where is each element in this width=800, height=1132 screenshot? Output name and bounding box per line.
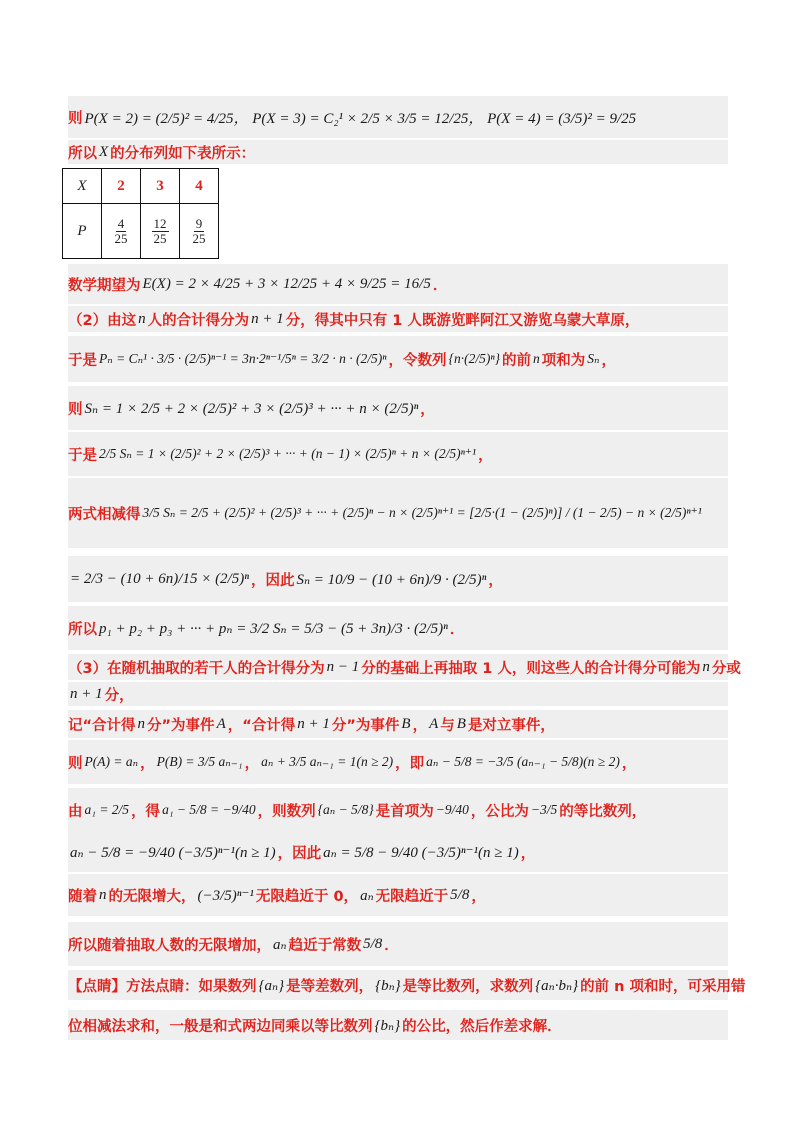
text: 数学期望为 [68, 277, 141, 294]
formula: aₙ [360, 887, 374, 904]
text: 是等比数列，求数列 [402, 978, 534, 995]
table-cell: X [63, 169, 102, 204]
text: ， [478, 447, 493, 464]
table-cell: 2 [102, 169, 141, 204]
table-cell: P [63, 204, 102, 259]
text: ． [384, 937, 399, 954]
formula: n [99, 886, 107, 903]
text: 分或 [711, 660, 741, 677]
text: （2）由这 [68, 312, 137, 329]
text: ，“合计得 [227, 717, 296, 734]
table-row [63, 169, 219, 204]
line-pn-formula [68, 336, 728, 382]
text: ，则数列 [257, 803, 316, 820]
line-limit [68, 874, 728, 916]
text: 分， [104, 687, 134, 704]
text: （3）在随机抽取的若干人的合计得分为 [68, 660, 325, 677]
line-recurrence [68, 740, 728, 784]
line-distribution-intro [68, 140, 728, 164]
formula: A [216, 715, 226, 732]
formula: (−3/5)ⁿ⁻¹ [197, 887, 254, 904]
table-cell [102, 204, 141, 259]
text: 的无限增大， [108, 888, 196, 905]
distribution-table [62, 168, 219, 259]
text: 与 [440, 717, 455, 734]
formula: a₁ − 5/8 = −9/40 [162, 802, 256, 817]
line-an-formula [68, 832, 728, 872]
table-cell: 3 [141, 169, 180, 204]
text: ， [140, 755, 155, 772]
formula: aₙ + 3/5 aₙ₋₁ = 1(n ≥ 2) [261, 754, 394, 769]
line-sn-sum [68, 386, 728, 430]
text: 是首项为 [375, 803, 434, 820]
line-part2-intro [68, 306, 728, 332]
formula: P(B) = 3/5 aₙ₋₁ [156, 754, 243, 769]
formula: B [401, 715, 411, 732]
formula: aₙ [273, 936, 287, 953]
fraction-numerator: 9 [195, 215, 203, 231]
formula: n + 1 [70, 685, 103, 702]
formula: {bₙ} [375, 977, 401, 994]
formula: n [138, 310, 146, 327]
text: 人的合计得分为 [147, 312, 250, 329]
formula: B [456, 715, 466, 732]
formula: n [532, 351, 540, 366]
formula: Sₙ [587, 351, 600, 366]
formula: aₙ − 5/8 = −9/40 (−3/5)ⁿ⁻¹(n ≥ 1) [70, 844, 276, 861]
line-part3-cont [68, 682, 728, 706]
text: 所以 [68, 145, 97, 162]
text: ，令数列 [388, 352, 447, 369]
formula: −9/40 [435, 802, 469, 817]
formula: 2/5 Sₙ = 1 × (2/5)² + 2 × (2/5)³ + ··· + (n − 1) × (2/5)ⁿ + n × (2/5)ⁿ⁺¹ [99, 446, 477, 461]
line-geometric [68, 788, 728, 832]
fraction-denominator: 25 [114, 231, 128, 246]
line-prob-values [68, 96, 728, 138]
text: ， [420, 401, 435, 418]
formula: n [137, 715, 146, 732]
formula: Sₙ = 10/9 − (10 + 6n)/9 · (2/5)ⁿ [296, 571, 487, 588]
text: ． [432, 277, 448, 294]
line-tip [68, 970, 746, 1000]
text: 所以随着抽取人数的无限增加， [68, 937, 271, 954]
formula: aₙ = 5/8 − 9/40 (−3/5)ⁿ⁻¹(n ≥ 1) [323, 844, 519, 861]
text: 是对立事件， [467, 717, 555, 734]
text: 则 [68, 110, 83, 127]
text: 由 [68, 803, 83, 820]
fraction-numerator: 4 [117, 215, 125, 231]
text: 项和为 [541, 352, 586, 369]
fraction-denominator: 25 [153, 231, 167, 246]
formula: Pₙ = Cₙ¹ · 3/5 · (2/5)ⁿ⁻¹ = 3n·2ⁿ⁻¹/5ⁿ = 3/2 · n · (2/5)ⁿ [99, 351, 387, 366]
formula: p₁ + p₂ + p₃ + ··· + pₙ = 3/2 Sₙ = 5/3 − (5 + 3n)/3 · (2/5)ⁿ [99, 620, 448, 637]
text: 于是 [68, 447, 97, 464]
formula: {bₙ} [374, 1017, 401, 1034]
text: ，公比为 [470, 803, 529, 820]
formula: E(X) = 2 × 4/25 + 3 × 12/25 + 4 × 9/25 = 16/5 [142, 275, 431, 292]
table-cell [141, 204, 180, 259]
fraction-numerator: 12 [153, 215, 167, 231]
text: ， [244, 755, 260, 772]
text: 两式相减得 [68, 506, 141, 523]
line-conclusion [68, 922, 728, 966]
line-p-sum [68, 606, 728, 650]
text: 记“合计得 [68, 717, 136, 734]
text: 分的基础上再抽取 1 人，则这些人的合计得分可能为 [361, 660, 701, 677]
formula: a₁ = 2/5 [84, 802, 130, 817]
formula: A [429, 715, 439, 732]
line-events [68, 710, 728, 738]
text: 所以 [68, 621, 97, 638]
text: 的前 n 项和时，可采用错 [580, 978, 746, 995]
line-scaled-sum [68, 432, 728, 476]
formula: = 2/3 − (10 + 6n)/15 × (2/5)ⁿ [70, 570, 249, 587]
text: 随着 [68, 888, 97, 905]
text: ，得 [131, 803, 161, 820]
formula: aₙ − 5/8 = −3/5 (aₙ₋₁ − 5/8)(n ≥ 2) [426, 754, 620, 769]
table-cell [180, 204, 219, 259]
formula: n + 1 [297, 715, 330, 732]
text: 则 [68, 401, 83, 418]
formula: 5/8 [363, 935, 383, 952]
text: ， [601, 352, 616, 369]
text: ，因此 [250, 572, 295, 589]
text: 【点睛】方法点睛：如果数列 [68, 978, 257, 995]
line-sn-result [68, 556, 728, 602]
text: ， [488, 572, 503, 589]
table-row [63, 204, 219, 259]
text: 趋近于常数 [288, 937, 362, 954]
formula: −3/5 [530, 802, 558, 817]
text: ，因此 [277, 845, 322, 862]
formula: n − 1 [326, 658, 360, 675]
text: 位相减法求和，一般是和式两边同乘以等比数列 [68, 1018, 373, 1035]
line-subtraction [68, 478, 728, 548]
text: 分，得其中只有 1 人既游览畔阿江又游览乌蒙大草原， [285, 312, 640, 329]
text: 于是 [68, 352, 97, 369]
text: 则 [68, 755, 83, 772]
text: ， [412, 717, 428, 734]
line-part3-intro [68, 654, 741, 680]
fraction-denominator: 25 [192, 231, 206, 246]
formula: 3/5 Sₙ = 2/5 + (2/5)² + (2/5)³ + ··· + (2/5)ⁿ − n × (2/5)ⁿ⁺¹ = [2/5·(1 − (2/5)ⁿ)] / (1 − 2/5) − n × (2/5)ⁿ⁺¹ [142, 505, 702, 520]
formula: X [99, 143, 109, 160]
text: 是等差数列， [286, 978, 374, 995]
formula: 5/8 [450, 886, 470, 903]
text: ， [621, 755, 637, 772]
formula: {aₙ − 5/8} [317, 802, 374, 817]
formula: {aₙ} [258, 977, 285, 994]
text: ， [471, 888, 486, 905]
text: 分”为事件 [147, 717, 215, 734]
formula: n [702, 658, 710, 675]
table-cell: 4 [180, 169, 219, 204]
text: 的前 [501, 352, 531, 369]
formula: {aₙ·bₙ} [535, 977, 579, 994]
text: ， [520, 845, 536, 862]
text: 的等比数列， [559, 803, 647, 820]
text: 无限趋近于 [375, 888, 449, 905]
formula: P(X = 2) = (2/5)² = 4/25， P(X = 3) = C₂¹ × 2/5 × 3/5 = 12/25， P(X = 4) = (3/5)² = 9/25 [84, 110, 637, 127]
text: 的公比，然后作差求解． [402, 1018, 562, 1035]
text: 分”为事件 [331, 717, 400, 734]
text: ． [449, 621, 465, 638]
formula: {n·(2/5)ⁿ} [448, 351, 500, 366]
formula: P(A) = aₙ [84, 754, 139, 769]
formula: Sₙ = 1 × 2/5 + 2 × (2/5)² + 3 × (2/5)³ + ··· + n × (2/5)ⁿ [84, 400, 419, 417]
line-tip-cont [68, 1010, 728, 1040]
text: ，即 [395, 755, 425, 772]
text: 的分布列如下表所示： [110, 145, 256, 162]
line-expectation [68, 264, 728, 304]
text: 无限趋近于 0， [255, 888, 359, 905]
formula: n + 1 [251, 310, 284, 327]
